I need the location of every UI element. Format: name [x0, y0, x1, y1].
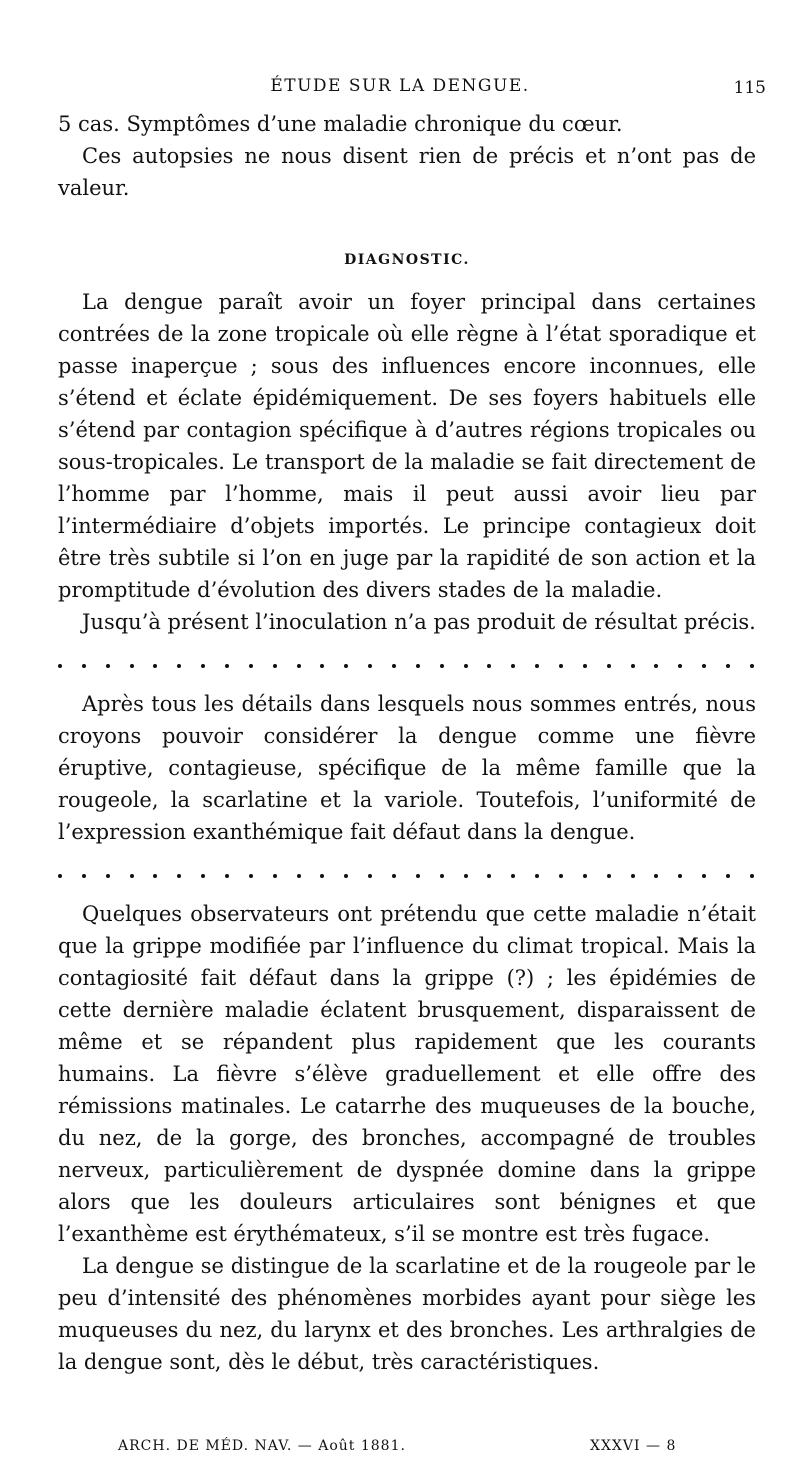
- journal-reference: ARCH. DE MÉD. NAV. — Août 1881.: [118, 1438, 406, 1454]
- signature-mark: XXXVI — 8: [590, 1438, 677, 1454]
- running-head: [0, 76, 800, 100]
- text-block: [58, 108, 756, 1378]
- ellipsis-divider: [58, 664, 756, 668]
- paragraph-2: Ces autopsies ne nous disent rien de précis et n’ont pas de valeur.: [58, 144, 756, 200]
- section-heading: DIAGNOSTIC.: [344, 252, 470, 268]
- paragraph-6: Quelques observateurs ont prétendu que cette maladie n’était que la grippe modifiée par l’influence du climat tropical. Mais la contagiosité fait défaut dans la grippe (?) ; les épidémies de cette dernière maladie éclatent brusquement, disparaissent de même et se répandent plus rapidement que les courants humains. La fièvre s’élève graduellement et elle offre des rémissions matinales. Le catarrhe des muqueuses de la bouche, du nez, de la gorge, des bronches, accompagné de troubles nerveux, particulièrement de dyspnée domine dans la grippe alors que les douleurs articulaires sont bénignes et que l’exanthème est érythémateux, s’il se montre est très fugace.: [58, 902, 756, 1246]
- paragraph-1: 5 cas. Symptômes d’une maladie chronique du cœur.: [58, 112, 623, 136]
- paragraph-5: Après tous les détails dans lesquels nous sommes entrés, nous croyons pouvoir considérer la dengue comme une fièvre éruptive, contagieuse, spécifique de la même famille que la rougeole, la scarlatine et la variole. Toutefois, l’uniformité de l’expression exanthémique fait défaut dans la dengue.: [58, 692, 756, 844]
- paragraph-4: Jusqu’à présent l’inoculation n’a pas produit de résultat précis.: [82, 610, 756, 634]
- page-footer: [0, 1438, 800, 1458]
- paragraph-7: La dengue se distingue de la scarlatine et de la rougeole par le peu d’intensité des phénomènes morbides ayant pour siège les muqueuses du nez, du larynx et des bronches. Les arthralgies de la dengue sont, dès le début, très caractéristiques.: [58, 1254, 756, 1374]
- paragraph-3: La dengue paraît avoir un foyer principal dans certaines contrées de la zone tropicale où elle règne à l’état sporadique et passe inaperçue ; sous des influences encore inconnues, elle s’étend et éclate épidémiquement. De ses foyers habituels elle s’étend par contagion spécifique à d’autres régions tropicales ou sous-tropicales. Le transport de la maladie se fait directement de l’homme par l’homme, mais il peut aussi avoir lieu par l’intermédiaire d’objets importés. Le principe contagieux doit être très subtile si l’on en juge par la rapidité de son action et la promptitude d’évolution des divers stades de la maladie.: [58, 290, 756, 602]
- running-title: ÉTUDE SUR LA DENGUE.: [270, 76, 530, 96]
- ellipsis-divider: [58, 874, 756, 878]
- page-number: 115: [733, 78, 766, 98]
